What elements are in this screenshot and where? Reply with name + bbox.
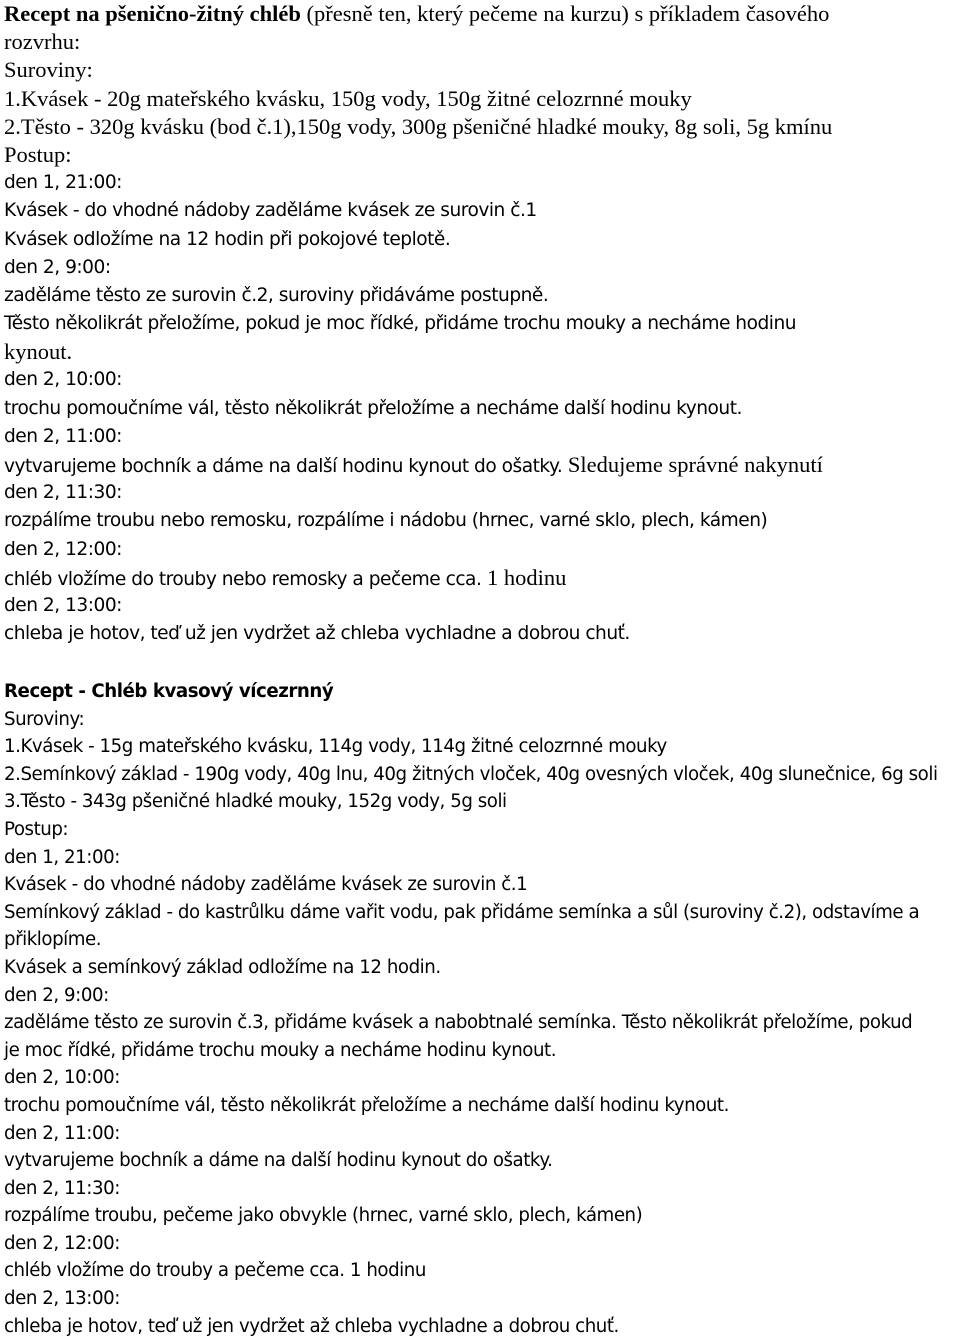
recipe-1-step-line: trochu pomoučníme vál, těsto několikrát přeložíme a necháme další hodinu kynout.	[4, 397, 742, 419]
recipe-1-step-line: den 2, 9:00:	[4, 256, 111, 278]
recipe-1-step-tail: 1 hodinu	[481, 564, 567, 590]
recipe-2-line: 3.Těsto - 343g pšeničné hladké mouky, 152g vody, 5g soli	[4, 791, 507, 813]
recipe-1-step-tail: Sledujeme správné nakynutí	[562, 452, 823, 477]
recipe-1-step-line: den 2, 11:30:	[4, 482, 122, 504]
recipe-1-title-cont: rozvrhu:	[4, 29, 81, 55]
recipe-2-line: den 2, 9:00:	[4, 984, 109, 1006]
recipe-2-line: Semínkový základ - do kastrůlku dáme vařit vodu, pak přidáme semínka a sůl (suroviny č.2), odstavíme a	[4, 901, 920, 923]
recipe-2-line: trochu pomoučníme vál, těsto několikrát přeložíme a necháme další hodinu kynout.	[4, 1094, 729, 1116]
recipe-1-step-line: chleba je hotov, teď už jen vydržet až chleba vychladne a dobrou chuť.	[4, 623, 630, 645]
recipe-1-step-line: Těsto několikrát přeložíme, pokud je moc řídké, přidáme trochu mouky a necháme hodinu	[4, 313, 797, 335]
recipe-2-line: den 1, 21:00:	[4, 846, 120, 868]
recipe-1-step-line: kynout.	[4, 339, 73, 365]
recipe-1-title-bold: Recept na pšenično-žitný chléb	[4, 1, 301, 26]
recipe-1-line: 1.Kvásek - 20g mateřského kvásku, 150g vody, 150g žitné celozrnné mouky	[4, 85, 692, 111]
recipe-2-line: Postup:	[4, 818, 69, 840]
recipe-1-step-line: den 2, 11:00:	[4, 425, 122, 447]
recipe-2-line: 1.Kvásek - 15g mateřského kvásku, 114g vody, 114g žitné celozrnné mouky	[4, 736, 667, 758]
recipe-2-line: vytvarujeme bochník a dáme na další hodinu kynout do ošatky.	[4, 1150, 553, 1172]
recipe-2-line: den 2, 10:00:	[4, 1067, 120, 1089]
recipe-2-line: zaděláme těsto ze surovin č.3, přidáme kvásek a nabobtnalé semínka. Těsto několikrát přeložíme, pokud	[4, 1012, 913, 1034]
recipe-2-line: Kvásek a semínkový základ odložíme na 12 hodin.	[4, 956, 441, 978]
recipe-1-step-line: den 2, 10:00:	[4, 369, 122, 391]
recipe-1-line: Suroviny:	[4, 57, 93, 83]
recipe-1-step-line: rozpálíme troubu nebo remosku, rozpálíme i nádobu (hrnec, varné sklo, plech, kámen)	[4, 510, 768, 532]
recipe-2-line: den 2, 12:00:	[4, 1232, 120, 1254]
recipe-1-line: 2.Těsto - 320g kvásku (bod č.1),150g vody, 300g pšeničné hladké mouky, 8g soli, 5g kmínu	[4, 113, 833, 139]
recipe-1-step-line-mixed	[4, 564, 958, 592]
recipe-2-line: den 2, 11:00:	[4, 1122, 120, 1144]
recipe-2-title	[4, 678, 958, 706]
recipe-1-title	[4, 0, 958, 28]
recipe-1-step-line: Kvásek - do vhodné nádoby zaděláme kvásek ze surovin č.1	[4, 200, 537, 222]
recipe-2-line: přiklopíme.	[4, 929, 102, 951]
recipe-1-step-line-mixed	[4, 451, 958, 479]
recipe-2-lines	[4, 706, 958, 1340]
recipe-2	[4, 678, 958, 1340]
recipe-2-line: je moc řídké, přidáme trochu mouky a necháme hodinu kynout.	[4, 1039, 557, 1061]
recipe-2-line: 2.Semínkový základ - 190g vody, 40g lnu, 40g žitných vloček, 40g ovesných vloček, 40g slunečnice, 6g soli	[4, 763, 938, 785]
recipe-1-line: Postup:	[4, 141, 72, 167]
recipe-1-step-line: den 2, 12:00:	[4, 538, 122, 560]
recipe-2-line: chleba je hotov, teď už jen vydržet až chleba vychladne a dobrou chuť.	[4, 1315, 619, 1337]
recipe-1-step-line: Kvásek odložíme na 12 hodin při pokojové teplotě.	[4, 228, 451, 250]
recipe-1	[4, 0, 958, 648]
recipe-1-step-text: chléb vložíme do trouby nebo remosky a pečeme cca.	[4, 568, 482, 590]
recipe-2-line: Kvásek - do vhodné nádoby zaděláme kvásek ze surovin č.1	[4, 874, 528, 896]
recipe-2-line: rozpálíme troubu, pečeme jako obvykle (hrnec, varné sklo, plech, kámen)	[4, 1205, 643, 1227]
recipe-2-line: chléb vložíme do trouby a pečeme cca. 1 hodinu	[4, 1260, 426, 1282]
recipe-2-title-bold: Recept - Chléb kvasový vícezrnný	[4, 681, 334, 702]
recipe-1-step-line: den 1, 21:00:	[4, 172, 122, 194]
recipe-2-line: Suroviny:	[4, 708, 85, 730]
recipe-2-line: den 2, 11:30:	[4, 1177, 120, 1199]
recipe-1-step-text: vytvarujeme bochník a dáme na další hodinu kynout do ošatky.	[4, 456, 563, 477]
recipe-1-step-line: zaděláme těsto ze surovin č.2, suroviny přidáváme postupně.	[4, 284, 549, 306]
recipe-1-step-line: den 2, 13:00:	[4, 594, 122, 616]
recipe-1-title-rest: (přesně ten, který pečeme na kurzu) s příkladem časového	[300, 1, 830, 26]
recipe-2-line: den 2, 13:00:	[4, 1288, 120, 1310]
